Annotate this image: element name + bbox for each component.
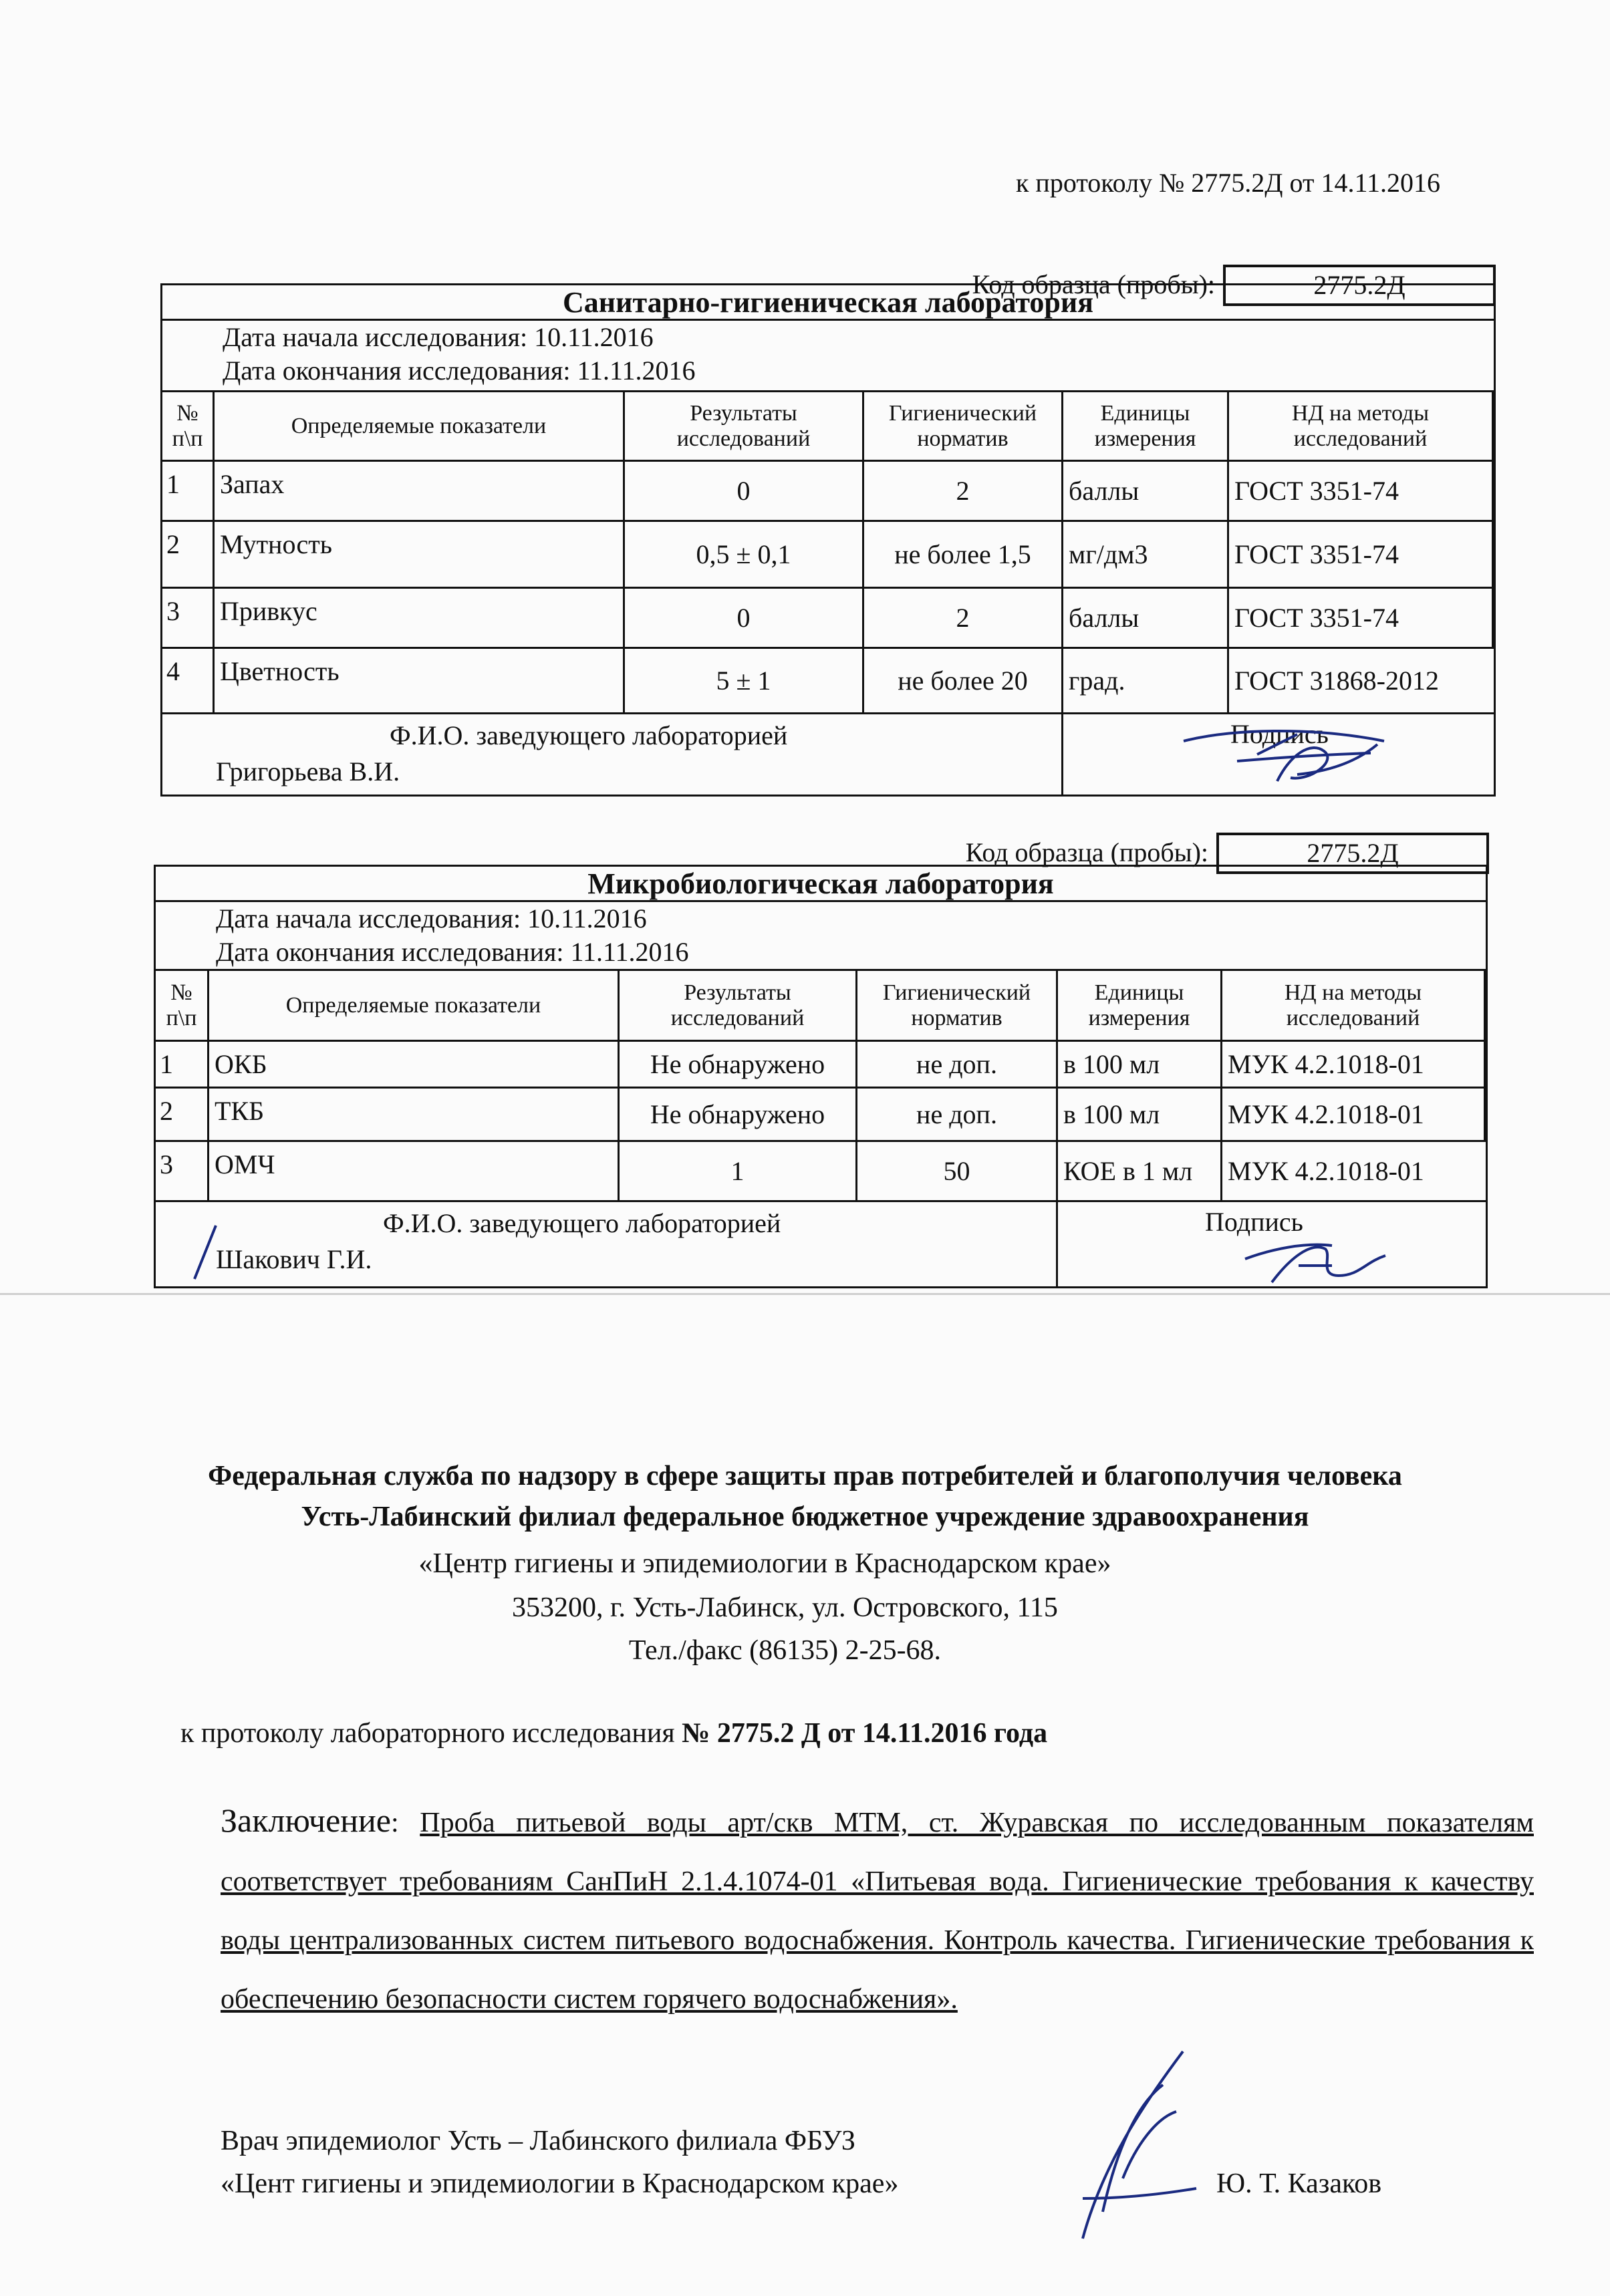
lab-head-name: Шакович Г.И. (216, 1244, 372, 1274)
col-header-units: Единицы измерения (1058, 971, 1222, 1042)
conclusion-lead: Заключение (221, 1802, 391, 1839)
row-result: 0 (625, 589, 864, 649)
conclusion-ref-prefix: к протоколу лабораторного исследования (180, 1718, 682, 1749)
org-line-1: Федеральная служба по надзору в сфере защиты прав потребителей и благополучия человека (208, 1461, 1402, 1491)
row-norm: 2 (864, 462, 1063, 522)
row-method: ГОСТ 31868-2012 (1229, 649, 1494, 714)
org-address: 353200, г. Усть-Лабинск, ул. Островского, 115 (512, 1592, 1058, 1623)
doctor-signature (1063, 2045, 1210, 2245)
date-end: Дата окончания исследования: 11.11.2016 (216, 937, 689, 967)
lab-head (156, 1202, 1058, 1286)
handwritten-mark (189, 1222, 223, 1282)
col-header-method: НД на методы исследований (1222, 971, 1486, 1042)
row-method: МУК 4.2.1018-01 (1222, 1142, 1486, 1202)
row-unit: в 100 мл (1058, 1042, 1222, 1089)
col-header-norm: Гигиенический норматив (857, 971, 1058, 1042)
protocol-reference: к протоколу № 2775.2Д от 14.11.2016 (1016, 168, 1441, 198)
row-result: Не обнаружено (620, 1042, 857, 1089)
org-line-3: «Центр гигиены и эпидемиологии в Краснодарском крае» (418, 1548, 1111, 1579)
conclusion (221, 1791, 1534, 2029)
col-header-number: № п\п (162, 392, 215, 462)
sample-code-label: Код образца (пробы): (972, 269, 1215, 299)
row-number: 3 (162, 589, 215, 649)
row-method: ГОСТ 3351-74 (1229, 462, 1494, 522)
row-result: 1 (620, 1142, 857, 1202)
row-unit: баллы (1063, 589, 1229, 649)
row-norm: не доп. (857, 1089, 1058, 1142)
sample-code-label: Код образца (пробы): (965, 837, 1208, 867)
row-result: Не обнаружено (620, 1089, 857, 1142)
col-header-norm: Гигиенический норматив (864, 392, 1063, 462)
signature-cell (1063, 714, 1494, 795)
lab-head-label: Ф.И.О. заведующего лабораторией (390, 720, 788, 750)
row-indicator: ОКБ (209, 1042, 620, 1089)
row-number: 1 (156, 1042, 209, 1089)
row-norm: не более 1,5 (864, 522, 1063, 589)
col-header-indicator: Определяемые показатели (215, 392, 625, 462)
signature-cell (1058, 1202, 1486, 1286)
signature-label: Подпись (1205, 1207, 1303, 1237)
row-indicator: Привкус (215, 589, 625, 649)
row-method: ГОСТ 3351-74 (1229, 589, 1494, 649)
footer-org: «Цент гигиены и эпидемиологии в Краснодарском крае» (221, 2168, 899, 2199)
col-header-indicator: Определяемые показатели (209, 971, 620, 1042)
sanitary-lab-table (160, 283, 1496, 797)
col-header-results: Результаты исследований (620, 971, 857, 1042)
conclusion-colon: : (390, 1808, 420, 1838)
signature-label: Подпись (1230, 719, 1329, 749)
row-method: МУК 4.2.1018-01 (1222, 1042, 1486, 1089)
sanitary-results-grid (162, 392, 1494, 714)
sanitary-signature-row (162, 714, 1494, 795)
row-indicator: ОМЧ (209, 1142, 620, 1202)
date-end: Дата окончания исследования: 11.11.2016 (223, 355, 696, 386)
row-result: 0 (625, 462, 864, 522)
row-indicator: Запах (215, 462, 625, 522)
row-number: 3 (156, 1142, 209, 1202)
lab-head (162, 714, 1063, 795)
row-number: 2 (156, 1089, 209, 1142)
row-unit: мг/дм3 (1063, 522, 1229, 589)
row-method: ГОСТ 3351-74 (1229, 522, 1494, 589)
row-norm: 50 (857, 1142, 1058, 1202)
lab-title: Микробиологическая лаборатория (156, 867, 1486, 902)
handwritten-signature (1232, 1229, 1392, 1289)
col-header-results: Результаты исследований (625, 392, 864, 462)
lab-dates (156, 902, 1486, 971)
row-norm: не более 20 (864, 649, 1063, 714)
scan-divider (0, 1293, 1610, 1295)
col-header-units: Единицы измерения (1063, 392, 1229, 462)
lab-title: Санитарно-гигиеническая лаборатория (162, 285, 1494, 321)
conclusion-text: Проба питьевой воды арт/скв МТМ, ст. Журавская по исследованным показателям соответствует требованиям СанПиН 2.1.4.1074-01 «Питьевая вода. Гигиенические требования к качеству воды централизованных систем питьевого водоснабжения. Контроль качества. Гигиенические требования к обеспечению безопасности систем горячего водоснабжения». (221, 1808, 1534, 2015)
row-indicator: ТКБ (209, 1089, 620, 1142)
conclusion-ref-number: № 2775.2 Д от 14.11.2016 года (682, 1718, 1048, 1749)
row-unit: в 100 мл (1058, 1089, 1222, 1142)
row-number: 4 (162, 649, 215, 714)
micro-results-grid (156, 971, 1486, 1202)
sample-code-value: 2775.2Д (1216, 833, 1489, 874)
date-start: Дата начала исследования: 10.11.2016 (216, 903, 647, 934)
row-unit: КОЕ в 1 мл (1058, 1142, 1222, 1202)
row-result: 5 ± 1 (625, 649, 864, 714)
row-number: 1 (162, 462, 215, 522)
row-indicator: Мутность (215, 522, 625, 589)
lab-head-label: Ф.И.О. заведующего лабораторией (383, 1208, 781, 1238)
footer-position: Врач эпидемиолог Усть – Лабинского филиала ФБУЗ (221, 2126, 855, 2156)
footer-signer: Ю. Т. Казаков (1216, 2168, 1382, 2199)
row-unit: баллы (1063, 462, 1229, 522)
row-number: 2 (162, 522, 215, 589)
org-phone: Тел./факс (86135) 2-25-68. (628, 1635, 942, 1666)
date-start: Дата начала исследования: 10.11.2016 (223, 322, 654, 352)
sample-code-value: 2775.2Д (1223, 265, 1496, 306)
row-indicator: Цветность (215, 649, 625, 714)
row-method: МУК 4.2.1018-01 (1222, 1089, 1486, 1142)
col-header-number: № п\п (156, 971, 209, 1042)
micro-lab-table (154, 865, 1488, 1288)
row-result: 0,5 ± 0,1 (625, 522, 864, 589)
lab-head-name: Григорьева В.И. (216, 756, 400, 786)
org-line-2: Усть-Лабинский филиал федеральное бюджетное учреждение здравоохранения (301, 1501, 1309, 1532)
row-unit: град. (1063, 649, 1229, 714)
handwritten-signature (1157, 714, 1411, 795)
row-norm: 2 (864, 589, 1063, 649)
lab-dates (162, 321, 1494, 392)
micro-signature-row (156, 1202, 1486, 1286)
conclusion-protocol-ref (180, 1717, 1047, 1749)
col-header-method: НД на методы исследований (1229, 392, 1494, 462)
row-norm: не доп. (857, 1042, 1058, 1089)
